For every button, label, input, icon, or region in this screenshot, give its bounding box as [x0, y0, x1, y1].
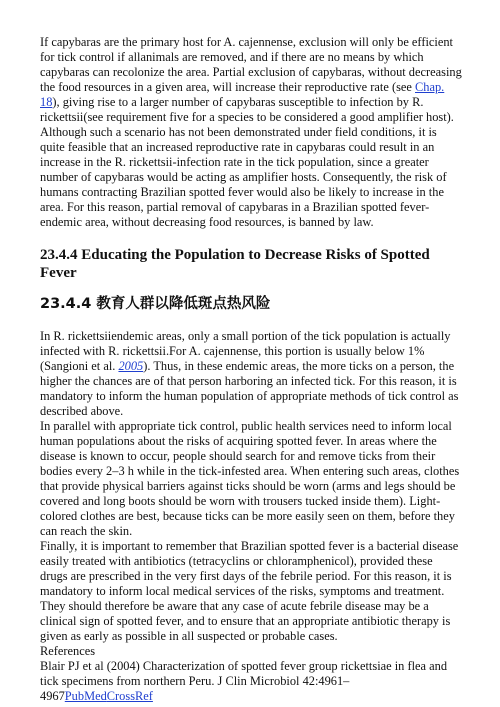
references-label: References — [40, 644, 96, 658]
paragraph-text: In R. rickettsiiendemic areas, only a small portion of the tick population is actually infected with R. rickettsii.For A. cajennense, this portion is usually below 1% (Sangioni et al. — [40, 329, 451, 373]
citation-2005-link[interactable]: 2005 — [118, 359, 144, 373]
crossref-link[interactable]: CrossRef — [106, 689, 153, 703]
paragraph-public-health: In parallel with appropriate tick control, public health services need to inform local human populations about the risks of acquiring spotted fever. In areas where the disease is known to occur, people should search for and remove ticks from their bodies every 2–3 h while in the tick-infested area. When entering such areas, clothes that provide physical barriers against ticks should be worn (arms and legs should be covered and long boots should be worn with trousers tucked inside them). Light-colored clothes are best, because ticks can be more easily seen on them, before they can reach the skin. — [40, 419, 460, 538]
reference-text: Blair PJ et al (2004) Characterization of spotted fever group rickettsiae in flea and tick specimens from northern Peru. J Clin Microbiol 42:4961–4967 — [40, 659, 448, 703]
paragraph-text: ). Thus, in these endemic areas, the more ticks on a person, the higher the chances are of that person harboring an infected tick. For this reason, it is mandatory to inform the human population of appropriate methods of tick control as described above. — [40, 359, 459, 418]
document-page — [40, 35, 462, 704]
paragraph-endemic-areas — [40, 329, 462, 419]
paragraph-text: ), giving rise to a larger number of capybaras susceptible to infection by R. rickettsii(see requirement five for a species to be considered a good amplifier host). Although such a scenario has not been demonstrated under field conditions, it is quite feasible that an increased reproductive rate in capybaras could result in an increase in the R. rickettsii-infection rate in the tick population, since a greater number of capybaras would be acting as amplifier hosts. Consequently, the risk of humans contracting Brazilian spotted fever would also be likely to increase in the area. For this reason, partial removal of capybaras in a Brazilian spotted fever-endemic area, without decreasing food resources, is banned by law. — [40, 95, 454, 229]
paragraph-treatment: Finally, it is important to remember that Brazilian spotted fever is a bacterial disease easily treated with antibiotics (tetracyclins or chloramphenicol), provided these drugs are prescribed in the very first days of the febrile period. For this reason, it is mandatory to inform local medical services of the risks, symptoms and treatment. They should therefore be aware that any case of acute febrile disease may be a clinical sign of spotted fever, and to ensure that an appropriate antibiotic therapy is given as early as possible in all suspected or probable cases. — [40, 539, 459, 643]
chapter-18-link[interactable]: Chap. 18 — [40, 80, 445, 109]
paragraph-capybara-exclusion — [40, 35, 462, 230]
section-heading-chinese: 23.4.4 教育人群以降低斑点热风险 — [40, 296, 271, 312]
pubmed-link[interactable]: PubMed — [64, 689, 107, 703]
reference-item — [40, 659, 462, 704]
section-heading-english: 23.4.4 Educating the Population to Decrease Risks of Spotted Fever — [40, 247, 430, 281]
paragraph-text: If capybaras are the primary host for A. cajennense, exclusion will only be efficient for tick control if allanimals are removed, and if there are no means by which capybaras can recolonize the area. Partial exclusion of capybaras, without decreasing the food resources in a given area, will increase their reproductive rate (see — [40, 35, 462, 94]
